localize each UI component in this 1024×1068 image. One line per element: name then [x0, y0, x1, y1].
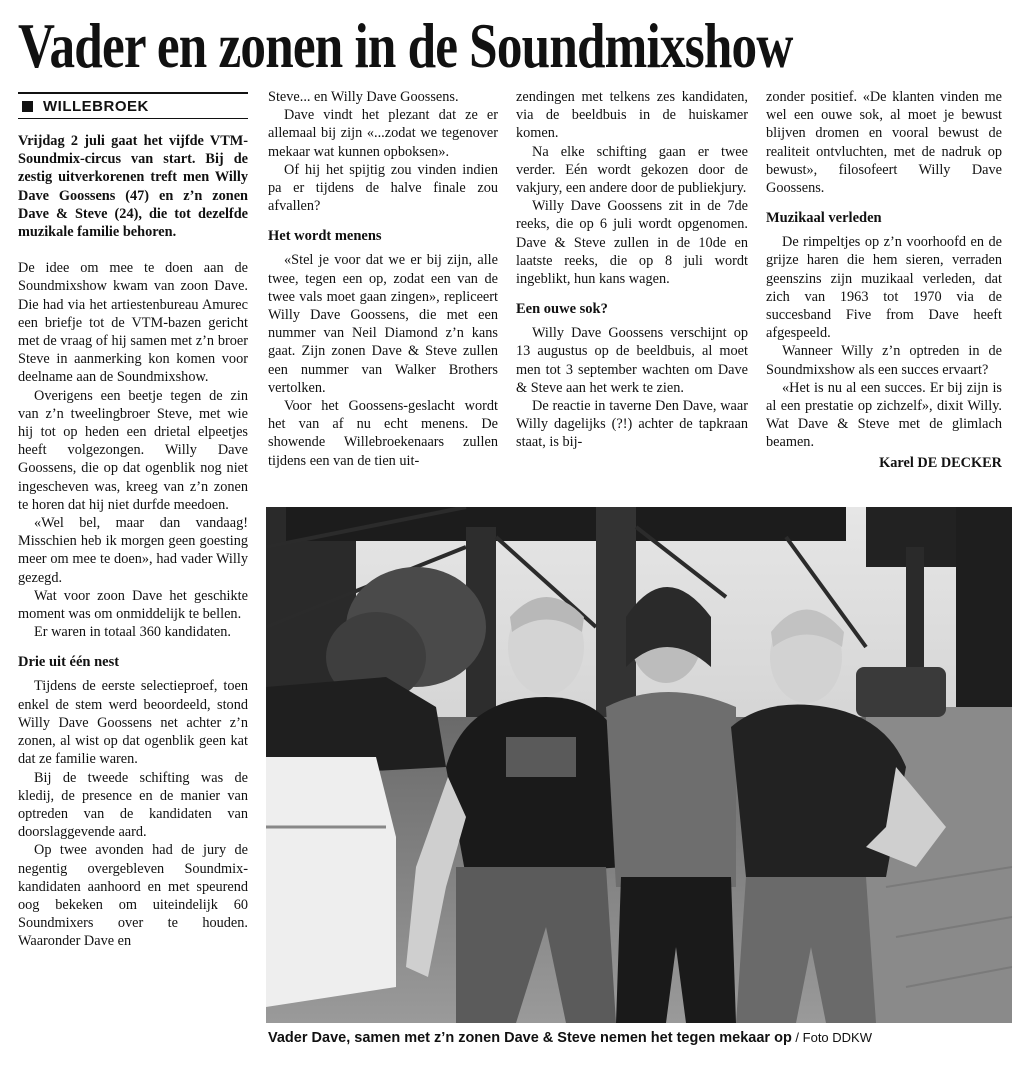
paragraph: Wanneer Willy z’n optreden in de Soundmixshow als een succes ervaart?	[766, 343, 1002, 378]
bullet-square-icon	[22, 101, 33, 112]
article-column-4	[766, 88, 1002, 498]
lead-paragraph: Vrijdag 2 juli gaat het vijfde VTM-Soundmix-circus van start. Bij de zestig uitverkorenen treft men Willy Dave Goossens (47) en z’n zonen Dave & Steve (24), die tot dezelfde muzikale familie behoren.	[18, 133, 248, 241]
paragraph: Er waren in totaal 360 kandidaten.	[34, 624, 231, 641]
paragraph: De idee om mee te doen aan de Soundmixshow kwam van zoon Dave. Die had via het artiestenbureau Amurec een briefje tot de VTM-bazen gericht met de vraag of hij samen met z’n broer Steve in aanmerking kon komen voor deelname aan de Soundmixshow.	[18, 260, 248, 386]
article-column-3	[516, 88, 748, 498]
dateline-bar	[18, 92, 248, 119]
paragraph: De reactie in taverne Den Dave, waar Willy dagelijks (?!) achter de tapkraan staat, is bij-	[516, 398, 748, 451]
paragraph: Na elke schifting gaan er twee verder. Eén wordt gekozen door de vakjury, een andere door de publiekjury.	[516, 143, 748, 197]
paragraph: zendingen met telkens zes kandidaten, via de beeldbuis in de huiskamer komen.	[516, 89, 748, 142]
paragraph: Of hij het spijtig zou vinden indien pa er tijdens de halve finale zou afvallen?	[268, 161, 498, 215]
photo-illustration	[266, 507, 1012, 1023]
article-column-1	[18, 132, 248, 1062]
photo-caption	[268, 1030, 1008, 1046]
subheading: Een ouwe sok?	[516, 301, 608, 318]
paragraph: Willy Dave Goossens zit in de 7de reeks, die op 6 juli wordt opgenomen. Dave & Steve zullen in de 10de en laatste reeks, die op 8 juli wordt ingeblikt, hun kans wagen.	[516, 198, 748, 288]
news-photo	[266, 507, 1012, 1023]
dateline: WILLEBROEK	[43, 97, 149, 115]
paragraph: Tijdens de eerste selectieproef, toen enkel de stem werd beoordeeld, stond Willy Dave Goossens net achter z’n zonen, al wist op dat ogenblik geen kat dat ze familie waren.	[18, 678, 248, 768]
byline: Karel DE DECKER	[879, 454, 1002, 471]
paragraph: zonder positief. «De klanten vinden me wel een ouwe sok, al moet je bewust blijven dromen en vooral bewust de realiteit ontvluchten, met de nadruk op bewust», filosofeert Willy Dave Goossens.	[766, 89, 1002, 197]
paragraph: «Stel je voor dat we er bij zijn, alle twee, tegen een op, zodat een van de twee vals moet gaan zingen», repliceert Willy Dave Goossens, die met een nummer van Neil Diamond z’n kans gaat. Zijn zonen Dave & Steve zullen een nummer van Walker Brothers vertolken.	[268, 252, 498, 396]
paragraph: Wat voor zoon Dave het geschikte moment was om onmiddelijk te bellen.	[18, 587, 248, 623]
paragraph: Bij de tweede schifting was de kledij, de presence en de manier van optreden van de kandidaten van doorslaggevende aard.	[18, 769, 248, 841]
subheading: Muzikaal verleden	[766, 210, 882, 227]
subheading: Drie uit één nest	[18, 654, 120, 671]
article-column-2	[268, 88, 498, 498]
paragraph: «Wel bel, maar dan vandaag! Misschien heb ik morgen geen goesting meer om mee te doen», had vader Willy gezegd.	[18, 515, 248, 586]
headline: Vader en zonen in de Soundmixshow	[18, 10, 793, 81]
paragraph: Willy Dave Goossens verschijnt op 13 augustus op de beeldbuis, al moet men tot 3 september wachten om Dave & Steve aan het werk te zien.	[516, 325, 748, 396]
paragraph: Overigens een beetje tegen de zin van z’n tweelingbroer Steve, met wie hij tot op heden een drietal elpeetjes heeft volgezongen. Willy Dave Goossens, die op dat ogenblik nog niet ingescheven was, kreeg van z’n zonen te horen dat hij niet durfde meedoen.	[18, 387, 248, 513]
paragraph: Op twee avonden had de jury de negentig overgebleven Soundmix-kandidaten aanhoord en met speurend oog bekeken om uiteindelijk 60 Soundmixers over te houden. Waaronder Dave en	[18, 842, 248, 950]
paragraph: Voor het Goossens-geslacht wordt het van af nu echt menens. De showende Willebroekenaars zullen tijdens een van de tien uit-	[268, 398, 498, 469]
caption-text: Vader Dave, samen met z’n zonen Dave & Steve nemen het tegen mekaar op	[268, 1030, 792, 1046]
photo-credit: / Foto DDKW	[791, 1030, 872, 1045]
subheading: Het wordt menens	[268, 228, 382, 245]
paragraph: Dave vindt het plezant dat ze er allemaal bij zijn «...zodat we tegenover mekaar wat kunnen opboksen».	[268, 107, 498, 160]
paragraph: Steve... en Willy Dave Goossens.	[268, 89, 459, 105]
paragraph: «Het is nu al een succes. Er bij zijn is al een prestatie op zichzelf», dixit Willy. Wat Dave & Steve met de glimlach beamen.	[766, 379, 1002, 451]
paragraph: De rimpeltjes op z’n voorhoofd en de grijze haren die hem sieren, verraden geenszins zijn muzikaal verleden, dat zich van 1963 tot 1970 via de succesband Five from Dave heeft afgespeeld.	[766, 234, 1002, 342]
